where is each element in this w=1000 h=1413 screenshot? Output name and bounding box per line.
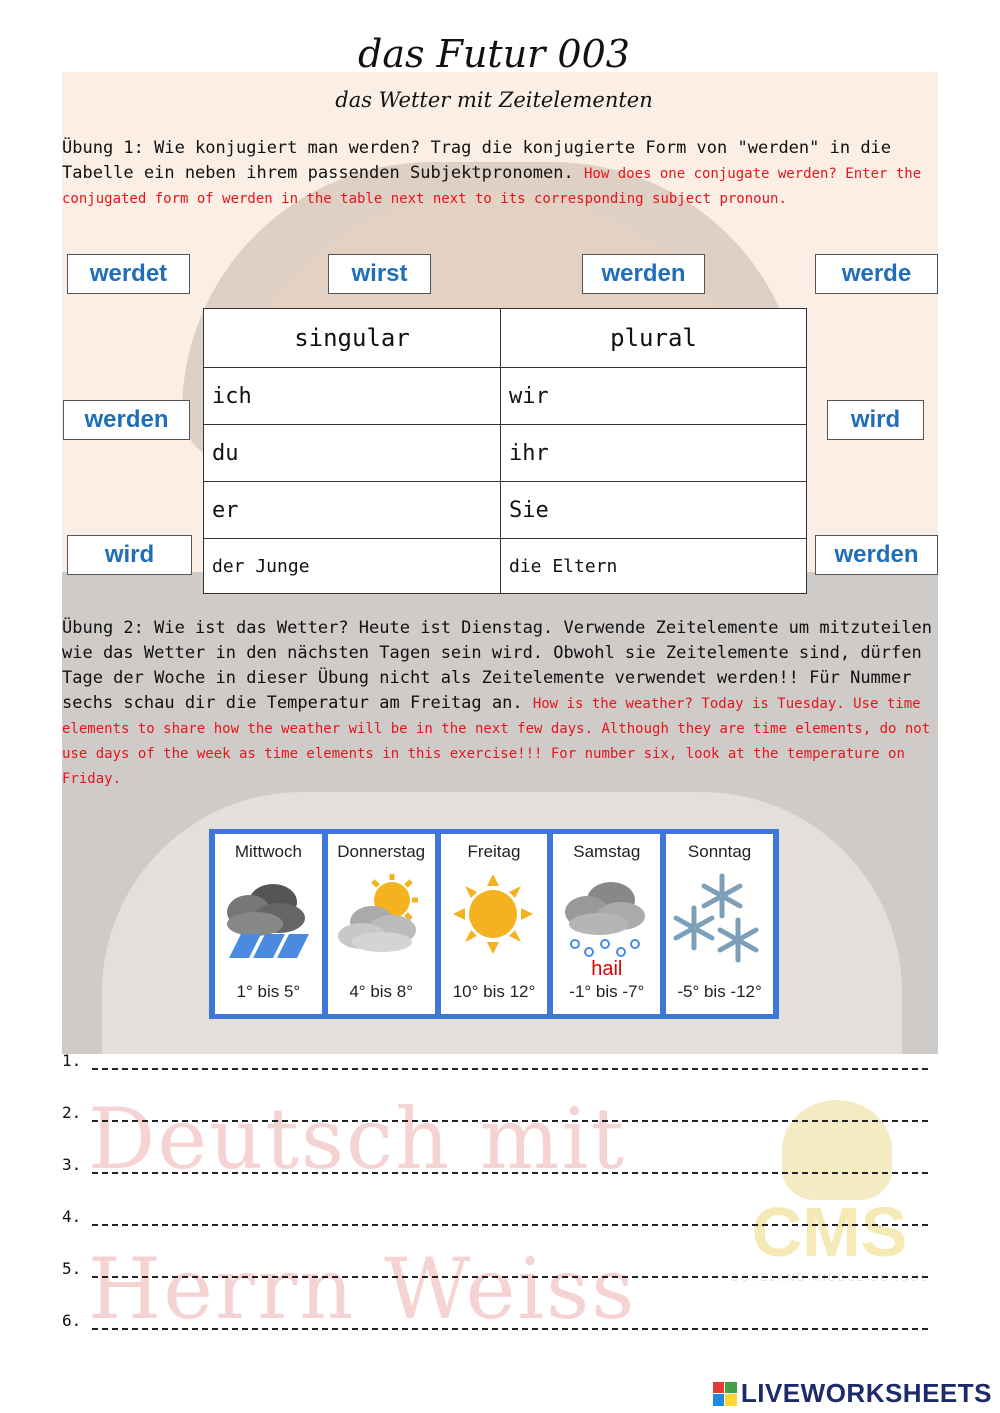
word-bank-item[interactable]: wird: [67, 535, 192, 575]
exercise1-prompt-en: How does one conjugate werden? Enter the conjugated form of werden in the table next next to its corresponding subject pronoun.: [62, 166, 922, 207]
drop-target-cell[interactable]: der Junge: [204, 539, 501, 594]
answer-input[interactable]: [92, 1304, 928, 1330]
forecast-day-temp: -1° bis -7°: [569, 982, 645, 1001]
sun-icon: [447, 872, 543, 968]
answer-input[interactable]: [92, 1252, 928, 1278]
answer-line: [62, 1302, 928, 1330]
exercise1-prompt-de: Übung 1: Wie konjugiert man werden? Trag die konjugierte Form von "werden" in die Tabelle ein neben ihrem passenden Subjektpronomen.: [62, 138, 892, 183]
answer-number: 6.: [62, 1311, 82, 1330]
answer-line: [62, 1146, 928, 1174]
forecast-day: [553, 834, 660, 1014]
table-row: [204, 425, 807, 482]
answer-number: 3.: [62, 1155, 82, 1174]
conjugation-table: [203, 308, 807, 594]
answer-number: 5.: [62, 1259, 82, 1278]
word-bank-item[interactable]: wirst: [328, 254, 431, 294]
weather-forecast: [209, 829, 779, 1019]
answer-input[interactable]: [92, 1044, 928, 1070]
column-header-plural: plural: [501, 309, 807, 368]
watermark-text: Deutsch mit: [88, 1090, 627, 1188]
forecast-day-name: Mittwoch: [234, 842, 302, 861]
forecast-day-temp: 4° bis 8°: [349, 982, 414, 1001]
rain-cloud-icon: [221, 872, 317, 968]
table-row: [204, 482, 807, 539]
answer-input[interactable]: [92, 1200, 928, 1226]
liveworksheets-brand[interactable]: [713, 1378, 992, 1409]
answer-line: [62, 1198, 928, 1226]
answer-line: [62, 1042, 928, 1070]
drop-target-cell[interactable]: die Eltern: [501, 539, 807, 594]
hail-cloud-icon: [559, 872, 655, 968]
forecast-day-name: Samstag: [573, 842, 641, 861]
word-bank-item[interactable]: werdet: [67, 254, 190, 294]
forecast-day-temp: -5° bis -12°: [677, 982, 762, 1001]
forecast-day-name: Freitag: [467, 842, 521, 861]
watermark-text: Herrn Weiss: [88, 1240, 637, 1338]
forecast-day: [441, 834, 548, 1014]
hail-label: hail: [591, 958, 623, 980]
school-logo-text: CMS: [751, 1193, 908, 1271]
answer-input[interactable]: [92, 1148, 928, 1174]
exercise2-prompt-en: How is the weather? Today is Tuesday. Use time elements to share how the weather will be in the next few days. Although they are time elements, do not use days of the week as time elements in this exercise!!! For number six, look at the temperature on Friday.: [62, 696, 931, 787]
word-bank-item[interactable]: werden: [63, 400, 190, 440]
page-subtitle: das Wetter mit Zeitelementen: [335, 88, 653, 112]
sun-behind-cloud-icon: [334, 872, 430, 968]
liveworksheets-logo-icon: [713, 1382, 737, 1406]
exercise2-prompt-de: Übung 2: Wie ist das Wetter? Heute ist Dienstag. Verwende Zeitelemente um mitzuteilen wie das Wetter in den nächsten Tagen sein wird. Obwohl sie Zeitelemente sind, dürfen Tage der Woche in dieser Übung nicht als Zeitelemente verwendet werden!! Für Nummer sechs schau dir die Temperatur am Freitag an.: [62, 618, 932, 713]
forecast-day-name: Donnerstag: [337, 842, 426, 861]
column-header-singular: singular: [204, 309, 501, 368]
forecast-day-name: Sonntag: [687, 842, 752, 861]
page-title: das Futur 003: [358, 32, 630, 76]
drop-target-cell[interactable]: ich: [204, 368, 501, 425]
drop-target-cell[interactable]: ihr: [501, 425, 807, 482]
answer-number: 2.: [62, 1103, 82, 1122]
answer-line: [62, 1094, 928, 1122]
answer-number: 4.: [62, 1207, 82, 1226]
brand-name: LIVEWORKSHEETS: [740, 1378, 992, 1408]
answer-input[interactable]: [92, 1096, 928, 1122]
word-bank-item[interactable]: werde: [815, 254, 938, 294]
word-bank-item[interactable]: wird: [827, 400, 924, 440]
table-row: [204, 539, 807, 594]
exercise2-prompt: [62, 616, 938, 791]
table-header-row: [204, 309, 807, 368]
answer-number: 1.: [62, 1051, 82, 1070]
word-bank-item[interactable]: werden: [582, 254, 705, 294]
forecast-day-temp: 1° bis 5°: [236, 982, 301, 1001]
answer-line: [62, 1250, 928, 1278]
forecast-day-temp: 10° bis 12°: [452, 982, 536, 1001]
snowflake-icon: [672, 872, 768, 968]
forecast-day: [666, 834, 773, 1014]
table-row: [204, 368, 807, 425]
drop-target-cell[interactable]: wir: [501, 368, 807, 425]
exercise1-prompt: [62, 136, 938, 211]
school-logo-name: COPELAND MIDDLE SCHOOL: [730, 1272, 929, 1284]
forecast-day: [328, 834, 435, 1014]
drop-target-cell[interactable]: er: [204, 482, 501, 539]
drop-target-cell[interactable]: du: [204, 425, 501, 482]
word-bank-item[interactable]: werden: [815, 535, 938, 575]
drop-target-cell[interactable]: Sie: [501, 482, 807, 539]
forecast-day: [215, 834, 322, 1014]
